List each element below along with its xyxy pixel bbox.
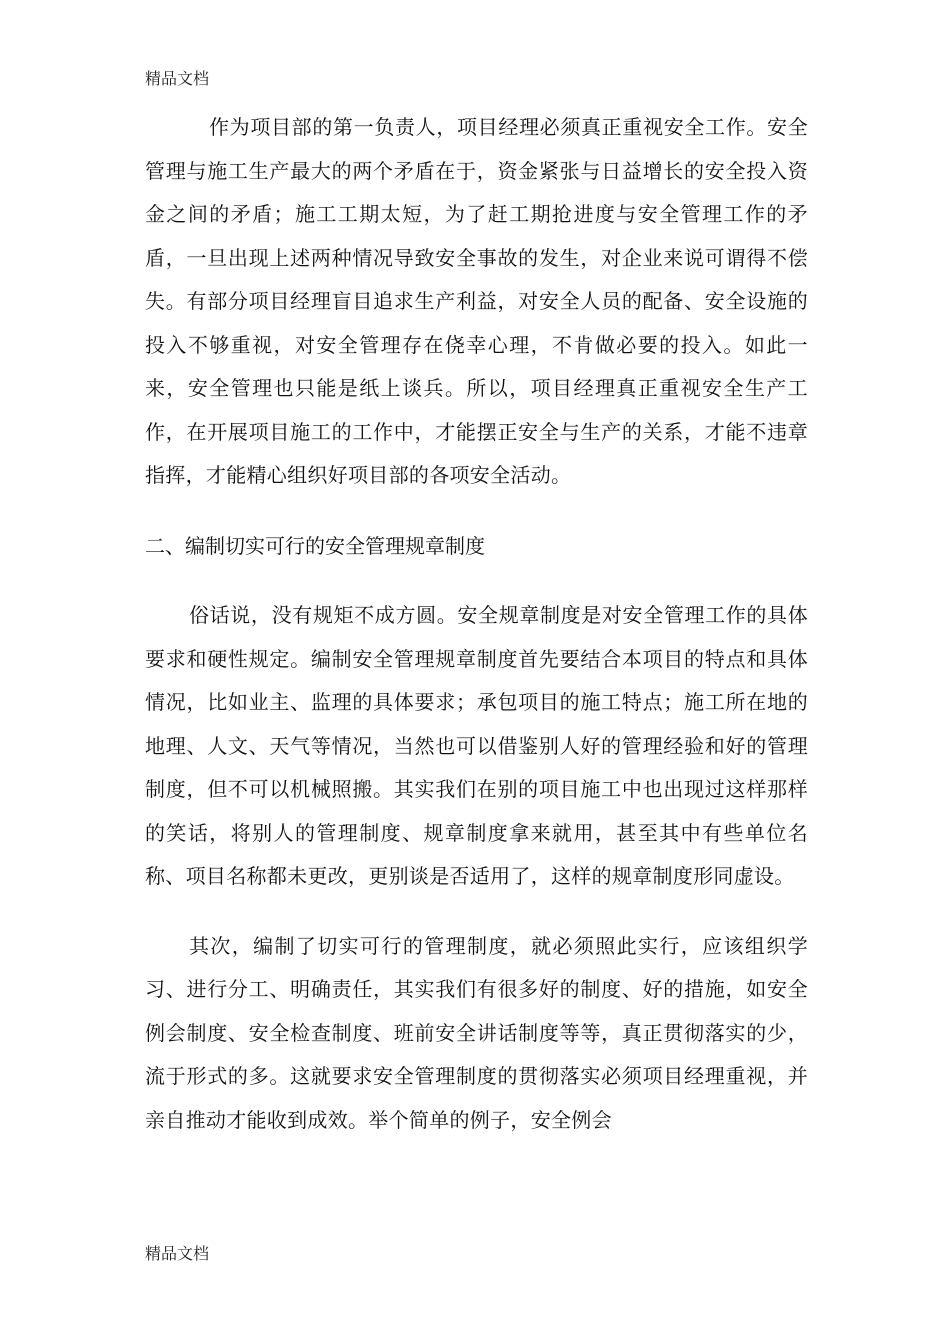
- paragraph-rules-compilation: 俗话说，没有规矩不成方圆。安全规章制度是对安全管理工作的具体要求和硬性规定。编制安全管理规章制度首先要结合本项目的特点和具体情况，比如业主、监理的具体要求；承包项目的施工特点；施工所在地的地理、人文、天气等情况，当然也可以借鉴别人好的管理经验和好的管理制度，但不可以机械照搬。其实我们在别的项目施工中也出现过这样那样的笑话，将别人的管理制度、规章制度拿来就用，甚至其中有些单位名称、项目名称都未更改，更别谈是否适用了，这样的规章制度形同虚设。: [145, 603, 808, 888]
- document-body: [145, 106, 808, 1142]
- paragraph-rules-implementation: 其次，编制了切实可行的管理制度，就必须照此实行，应该组织学习、进行分工、明确责任，其实我们有很多好的制度、好的措施，如安全例会制度、安全检查制度、班前安全讲话制度等等，真正贯彻落实的少，流于形式的多。这就要求安全管理制度的贯彻落实必须项目经理重视，并亲自推动才能收到成效。举个简单的例子，安全例会: [145, 933, 808, 1132]
- running-header: 精品文档: [145, 69, 210, 88]
- running-footer: 精品文档: [145, 1244, 210, 1263]
- section-heading-safety-rules: 二、编制切实可行的安全管理规章制度: [145, 533, 485, 558]
- paragraph-project-manager-responsibility: 作为项目部的第一负责人，项目经理必须真正重视安全工作。安全管理与施工生产最大的两个矛盾在于，资金紧张与日益增长的安全投入资金之间的矛盾；施工工期太短，为了赶工期抢进度与安全管理工作的矛盾，一旦出现上述两种情况导致安全事故的发生，对企业来说可谓得不偿失。有部分项目经理盲目追求生产利益，对安全人员的配备、安全设施的投入不够重视，对安全管理存在侥幸心理，不肯做必要的投入。如此一来，安全管理也只能是纸上谈兵。所以，项目经理真正重视安全生产工作，在开展项目施工的工作中，才能摆正安全与生产的关系，才能不违章指挥，才能精心组织好项目部的各项安全活动。: [145, 115, 808, 487]
